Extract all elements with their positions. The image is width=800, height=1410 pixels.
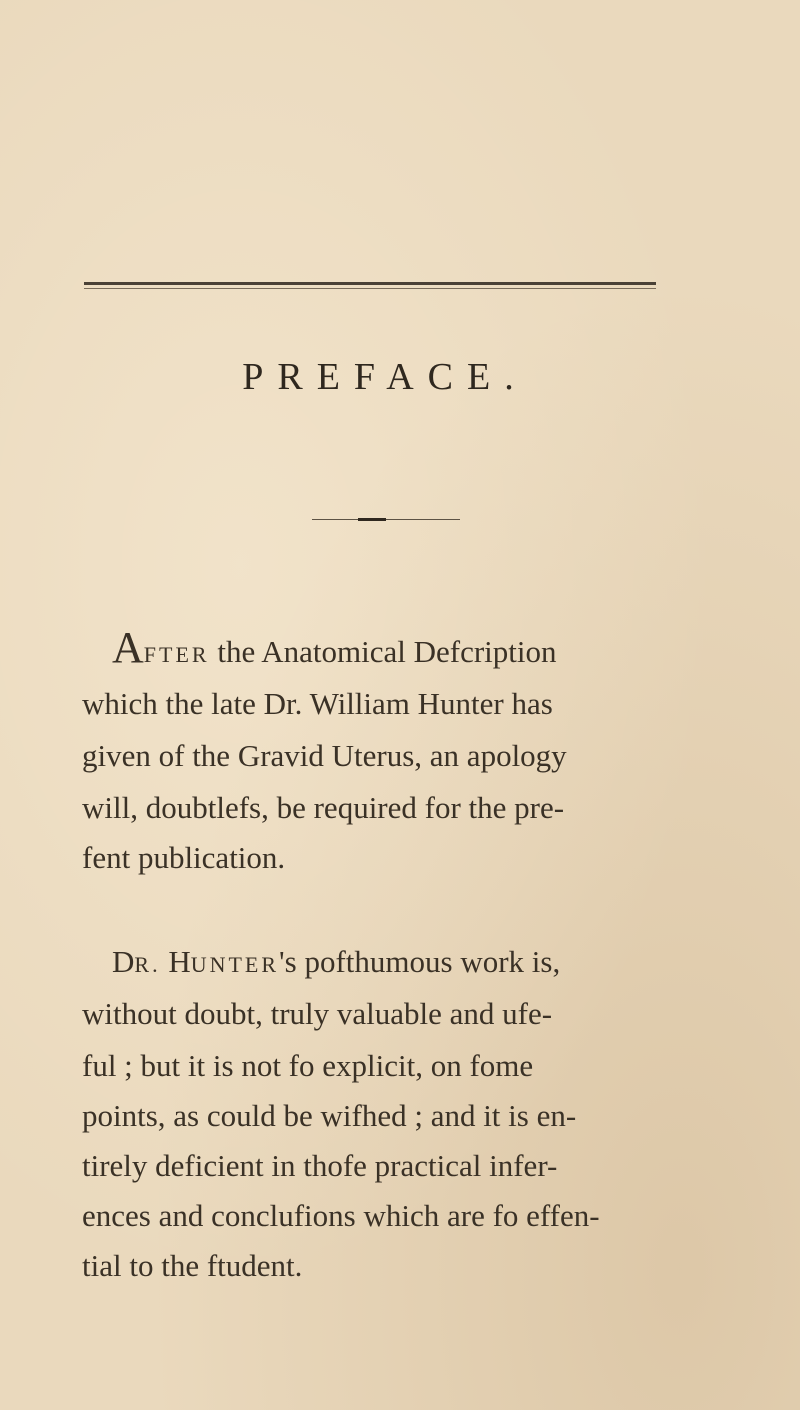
hunter-initial: H [168,944,191,979]
paragraph-2-line-2: without doubt, truly valuable and ufe- [82,996,553,1031]
hunter-small-caps: UNTER [190,952,280,977]
ornamental-divider [312,519,460,520]
paragraph-2-line-7: tial to the ftudent. [82,1248,303,1283]
paragraph-1-line-2: which the late Dr. William Hunter has [82,686,553,721]
paragraph-2-line-4: points, as could be wifhed ; and it is en- [82,1098,577,1133]
paragraph-2-line-5: tirely deficient in thofe practical infer- [82,1148,558,1183]
ornamental-divider-accent [358,518,386,521]
dr-initial: D [112,944,135,979]
paragraph-1-line-3: given of the Gravid Uterus, an apology [82,738,567,773]
paragraph-1-line-4: will, doubtlefs, be required for the pre- [82,790,565,825]
line-text: pofthumous work is, [296,944,561,979]
paragraph-2-line-6: ences and conclufions which are fo effen- [82,1198,600,1233]
header-double-rule [84,282,656,285]
page-title: PREFACE. [242,356,528,398]
small-caps-word: FTER [143,642,210,667]
paragraph-1-line-1 [112,623,557,680]
dr-small-caps: R. [134,952,161,977]
drop-cap: A [112,623,144,672]
paragraph-2-line-3: ful ; but it is not fo explicit, on fome [82,1048,534,1083]
possessive: 's [279,944,297,979]
line-text: the Anatomical Defcription [209,634,557,669]
paragraph-1-line-5: fent publication. [82,840,286,875]
header-thin-rule [84,288,656,289]
paragraph-2-line-1 [112,936,560,990]
